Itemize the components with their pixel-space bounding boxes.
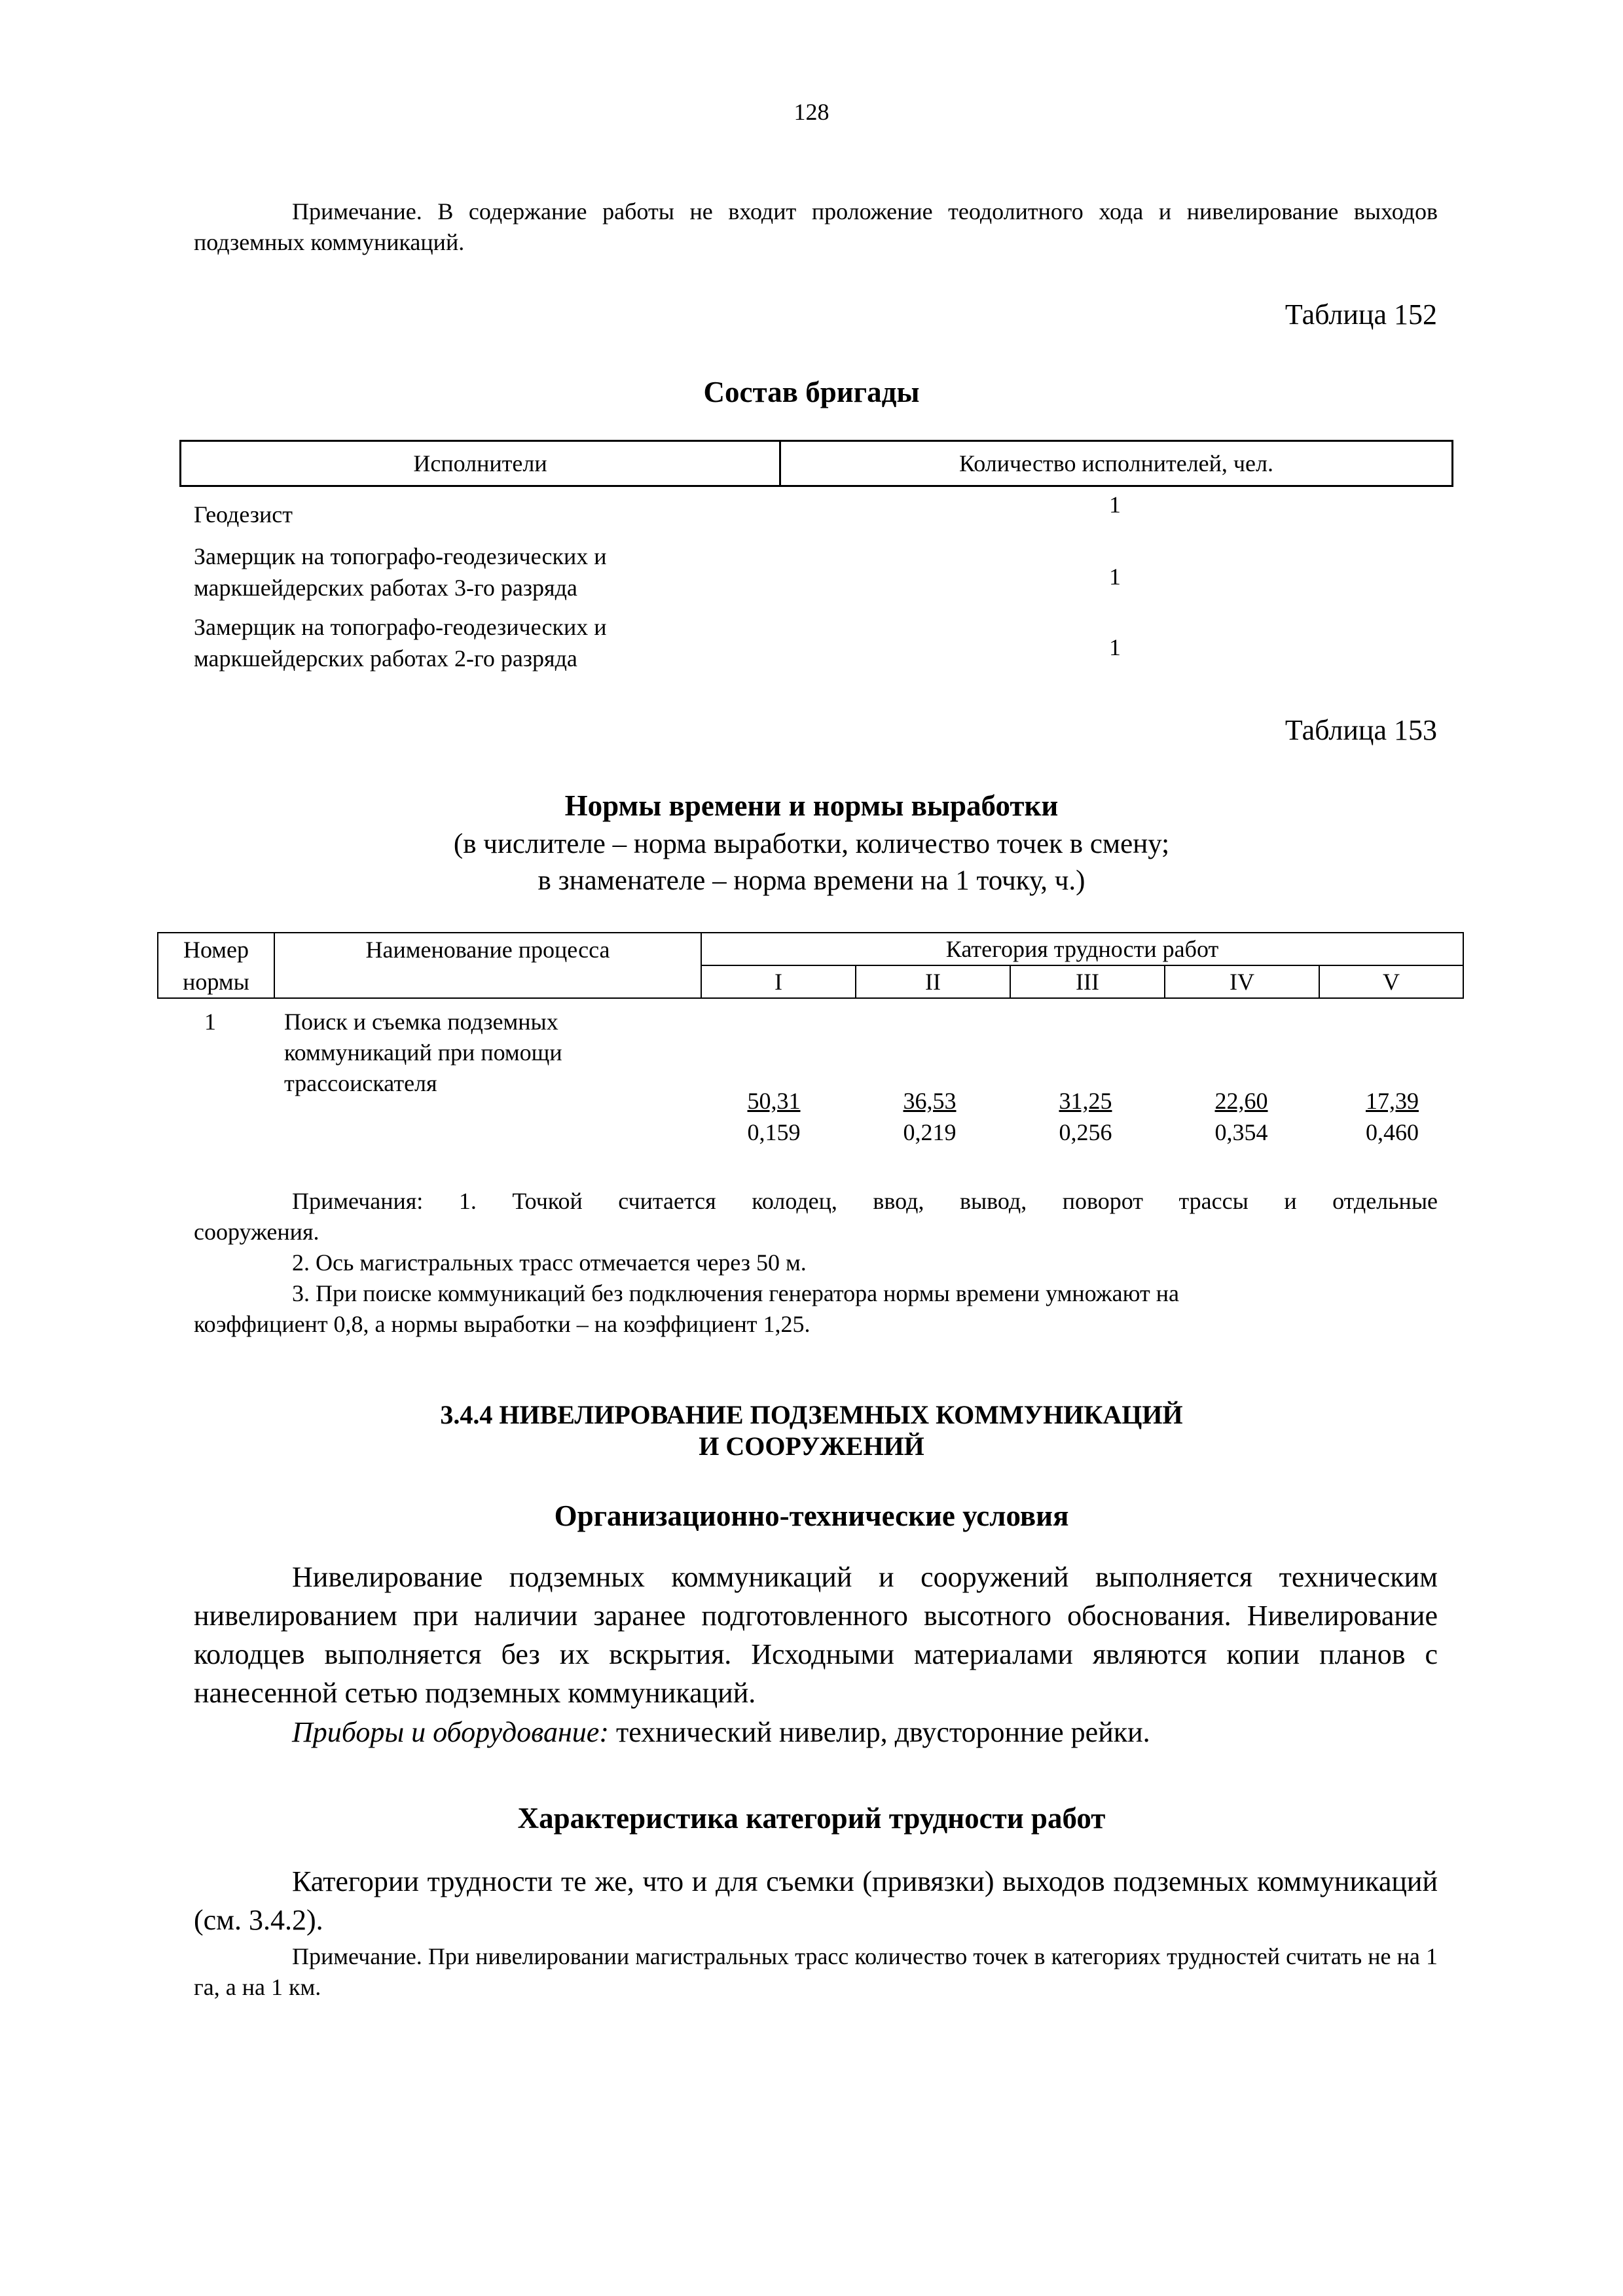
norm-time: 0,256 (1059, 1119, 1112, 1145)
norm-output: 36,53 (903, 1088, 957, 1114)
performer-row (194, 541, 783, 603)
process-name-line2: коммуникаций при помощи (284, 1039, 562, 1066)
norm-value-cell (853, 1085, 1006, 1148)
norm-time: 0,219 (903, 1119, 957, 1145)
col-performers: Исполнители (181, 441, 780, 486)
norm-output: 50,31 (747, 1088, 801, 1114)
performer-name-line2: маркшейдерских работах 3-го разряда (194, 575, 577, 601)
performer-name-line1: Замерщик на топографо-геодезических и (194, 543, 607, 569)
category-header: V (1319, 965, 1463, 998)
process-name-line3: трассоискателя (284, 1070, 437, 1096)
table-153-title: Нормы времени и нормы выработки (564, 789, 1059, 822)
equipment-text: технический нивелир, двусторонние рейки. (608, 1716, 1150, 1748)
section-heading-line2: И СООРУЖЕНИЙ (699, 1431, 924, 1461)
performer-row (194, 611, 783, 674)
difficulty-paragraph: Категории трудности те же, что и для съемки (привязки) выходов подземных коммуникаций (см. 3.4.2). (194, 1865, 1438, 1936)
difficulty-note: Примечание. При нивелировании магистральных трасс количество точек в категориях трудностей считать не на 1 га, а на 1 км. (194, 1943, 1438, 2000)
category-header: II (856, 965, 1010, 998)
category-header: IV (1165, 965, 1319, 998)
norm-output: 31,25 (1059, 1088, 1112, 1114)
norm-time: 0,159 (747, 1119, 801, 1145)
performer-count: 1 (1109, 634, 1121, 660)
note-1-line1: Примечания: 1. Точкой считается колодец, ввод, вывод, поворот трассы и отдельные (292, 1188, 1438, 1214)
norm-time: 0,354 (1214, 1119, 1268, 1145)
equipment-label: Приборы и оборудование: (292, 1716, 609, 1748)
col-norm-number-2: нормы (158, 965, 274, 998)
norm-time: 0,460 (1366, 1119, 1419, 1145)
performer-name-line2: маркшейдерских работах 2-го разряда (194, 645, 577, 672)
category-header: I (701, 965, 856, 998)
table-152-title: Состав бригады (703, 376, 920, 408)
note-3-line2: коэффициент 0,8, а нормы выработки – на коэффициент 1,25. (194, 1311, 811, 1337)
col-process-name: Наименование процесса (274, 933, 701, 965)
process-name-line1: Поиск и съемка подземных (284, 1009, 558, 1035)
performer-name: Геодезист (194, 501, 293, 528)
table-153-subtitle-1: (в числителе – норма выработки, количество точек в смену; (453, 829, 1170, 859)
norm-number: 1 (204, 1009, 216, 1035)
col-process-name-cont (274, 965, 701, 998)
table-153-label: Таблица 153 (1285, 714, 1437, 746)
norm-value-cell (1165, 1085, 1318, 1148)
org-conditions-paragraph: Нивелирование подземных коммуникаций и сооружений выполняется техническим нивелированием при наличии заранее подготовленного высотного обоснования. Нивелирование колодцев выполняется без их вскрытия. Исходными материалами являются копии планов с нанесенной сетью подземных коммуникаций. (194, 1561, 1438, 1709)
performer-count: 1 (1109, 492, 1121, 518)
table-153-header (157, 932, 1464, 999)
performer-row (194, 499, 783, 530)
section-heading-line1: 3.4.4 НИВЕЛИРОВАНИЕ ПОДЗЕМНЫХ КОММУНИКАЦИЙ (440, 1400, 1183, 1429)
equipment-line (194, 1713, 1438, 1751)
table-152-label: Таблица 152 (1285, 298, 1437, 331)
category-header: III (1010, 965, 1165, 998)
org-conditions-title: Организационно-технические условия (554, 1499, 1069, 1532)
page-number: 128 (793, 99, 830, 125)
section-heading (0, 1399, 1623, 1462)
col-count: Количество исполнителей, чел. (780, 441, 1453, 486)
performer-count: 1 (1109, 564, 1121, 590)
difficulty-title: Характеристика категорий трудности работ (517, 1802, 1106, 1835)
note-2: 2. Ось магистральных трасс отмечается через 50 м. (292, 1249, 807, 1276)
notes-153 (194, 1186, 1438, 1340)
note-1-line2: сооружения. (194, 1219, 319, 1245)
norm-value-cell (1009, 1085, 1162, 1148)
process-name (284, 1007, 703, 1099)
norm-output: 22,60 (1214, 1088, 1268, 1114)
col-norm-number: Номер (158, 933, 274, 965)
performer-name-line1: Замерщик на топографо-геодезических и (194, 614, 607, 640)
col-category: Категория трудности работ (701, 933, 1463, 965)
norm-output: 17,39 (1366, 1088, 1419, 1114)
note-3-line1: 3. При поиске коммуникаций без подключения генератора нормы времени умножают на (292, 1280, 1179, 1306)
top-note: Примечание. В содержание работы не входит проложение теодолитного хода и нивелирование выходов подземных коммуникаций. (194, 198, 1438, 255)
norm-value-cell (697, 1085, 850, 1148)
norm-value-cell (1321, 1085, 1464, 1148)
table-152-header (179, 440, 1453, 487)
table-153-subtitle-2: в знаменателе – норма времени на 1 точку, ч.) (538, 865, 1085, 896)
